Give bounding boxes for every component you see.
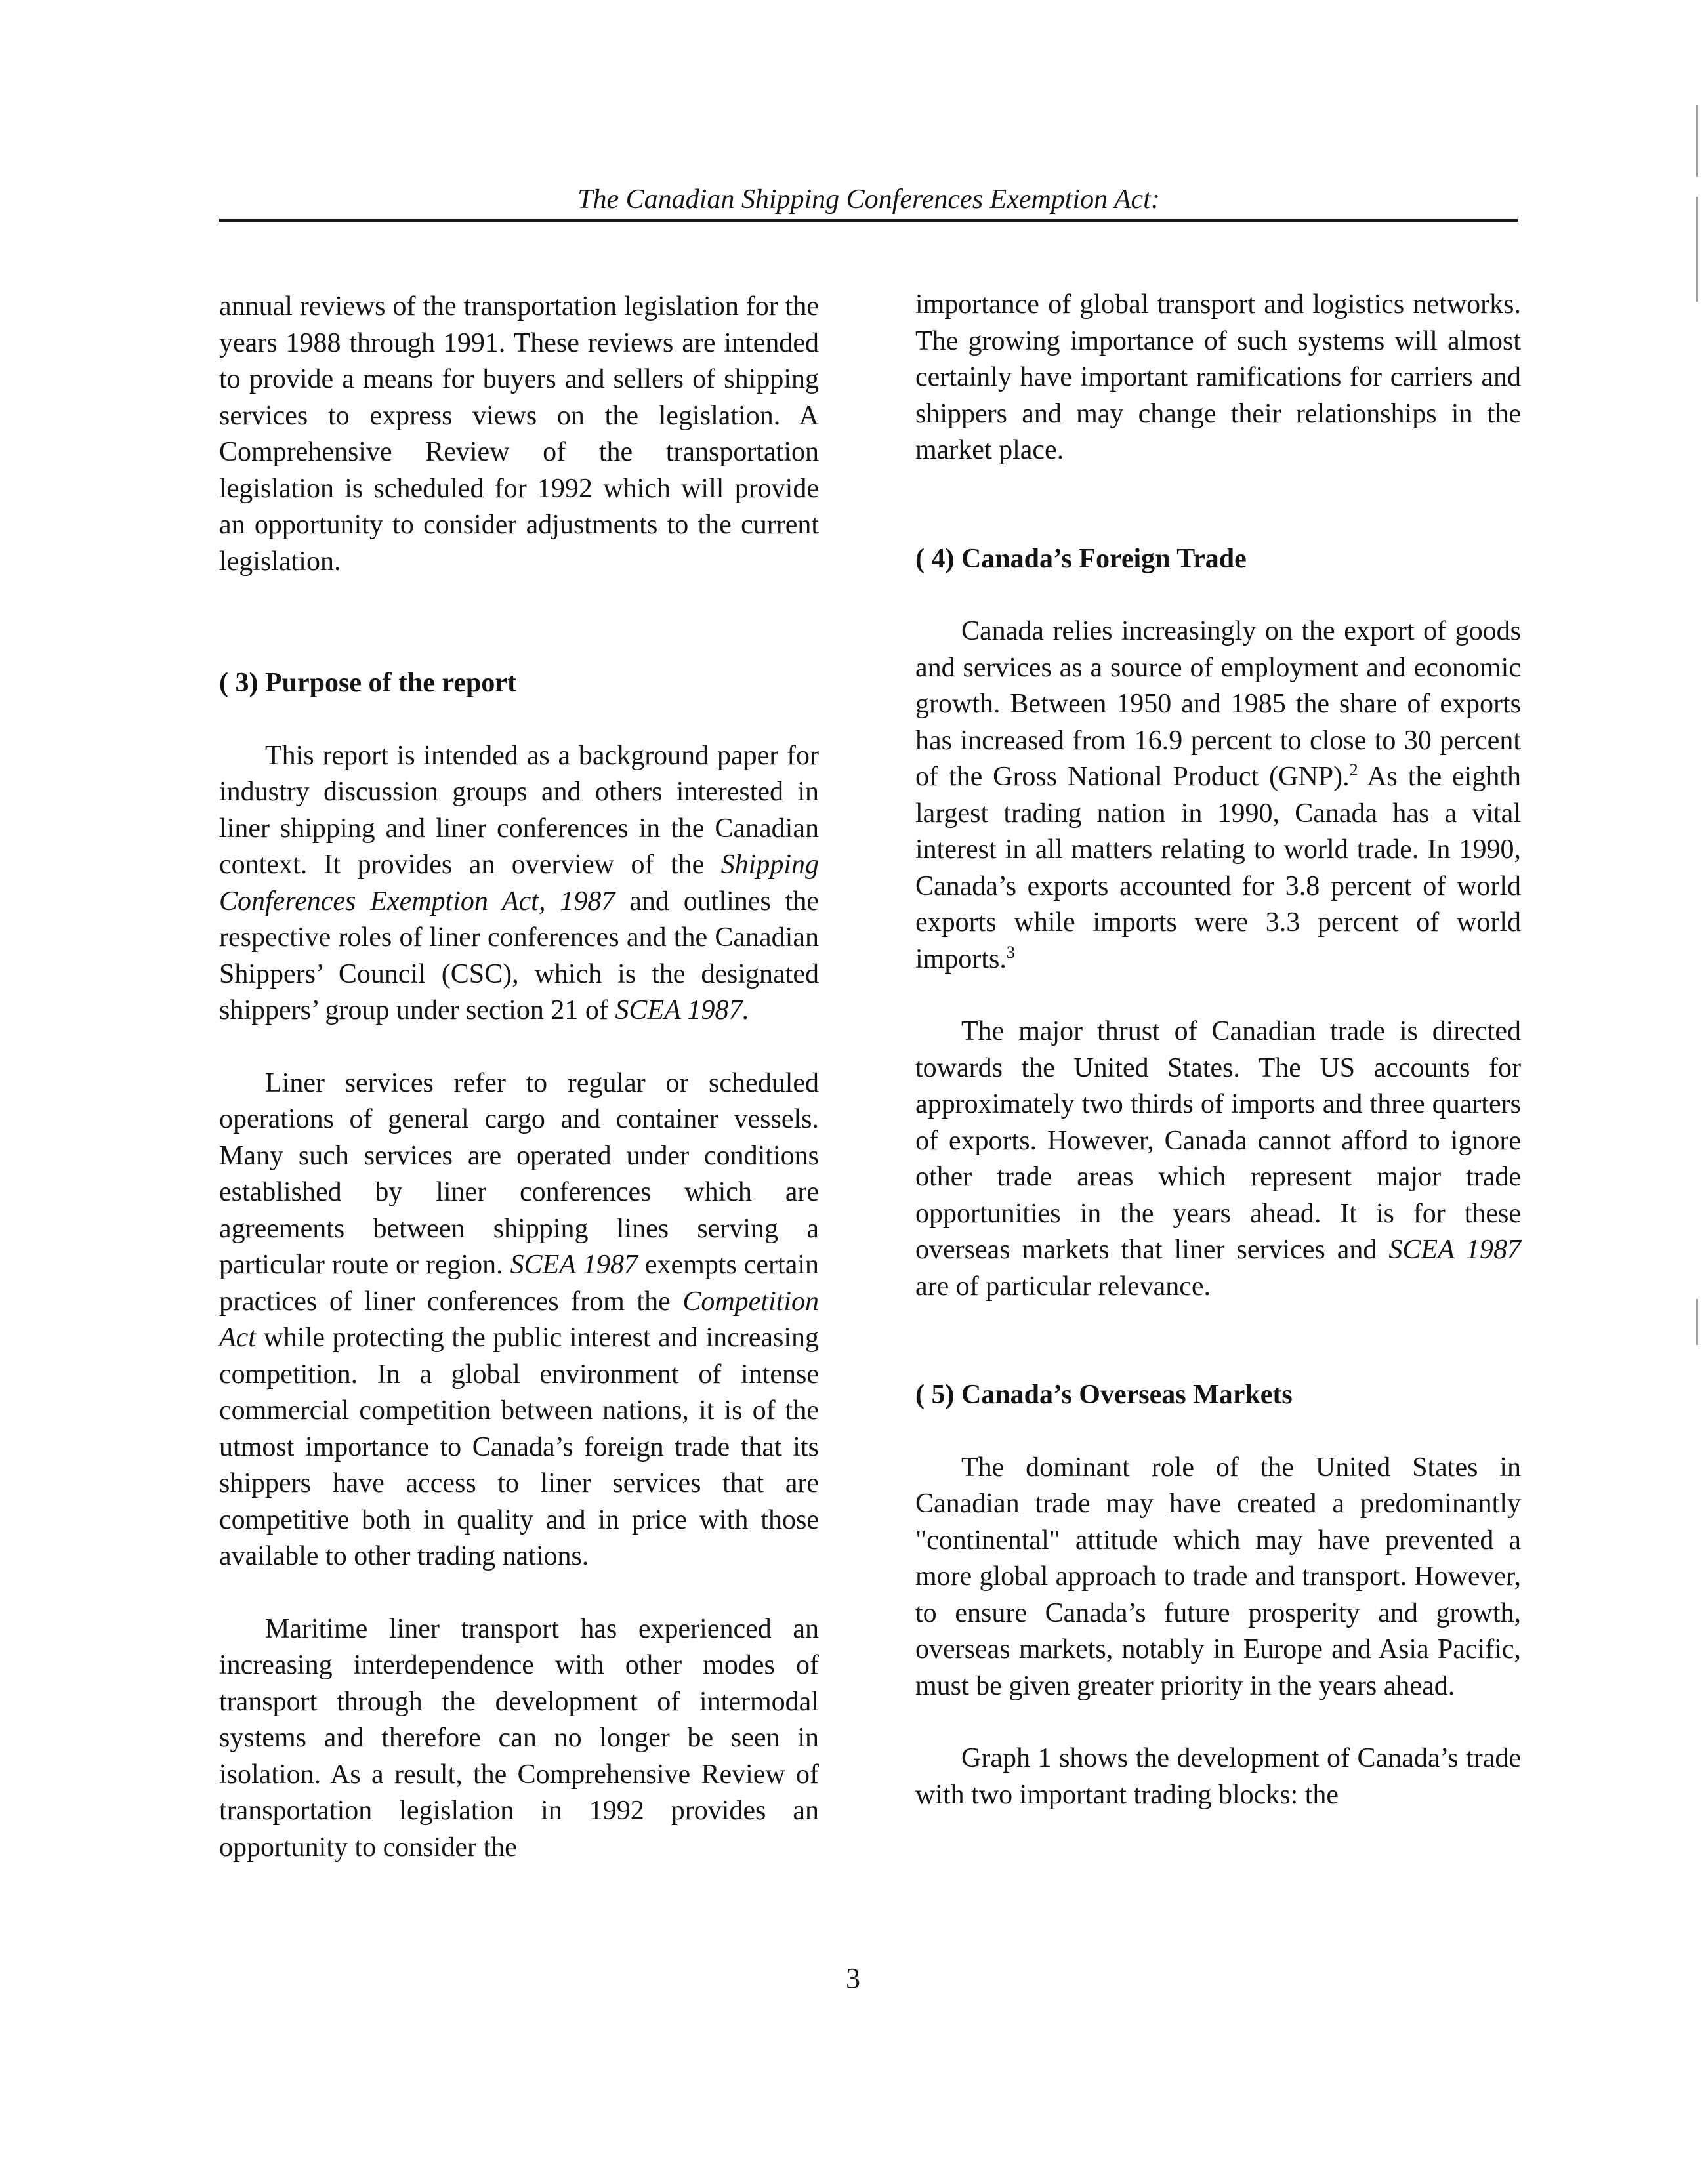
right-column [915,287,1521,1813]
italic-scea: SCEA 1987 [510,1250,638,1280]
header-rule [219,219,1518,222]
paragraph-overseas: The dominant role of the United States in Canadian trade may have created a predominantly "continental" attitude which may have prevented a more global approach to trade and transport. However, to ensure Canada’s future prosperity and growth, overseas markets, notably in Europe and Asia Pacific, must be given greater priority in the years ahead. [915,1452,1521,1701]
text-run: exempts certain practices of liner conferences from the [219,1250,820,1317]
text-run: are of particular relevance. [915,1271,1211,1302]
footnote-marker: 3 [1006,942,1015,962]
paragraph-us-trade [915,1014,1521,1305]
paragraph-reviews: annual reviews of the transportation legislation for the years 1988 through 1991. These reviews are intended to provide a means for buyers and sellers of shipping services to express views on the legislation. A Comprehensive Review of the transportation legislation is scheduled for 1992 which will provide an opportunity to consider adjustments to the current legislation. [219,291,819,577]
text-run: This report is intended as a background paper for industry discussion groups and others interested in liner shipping and liner conferences in the Canadian context. It provides an overview of the [219,740,819,880]
italic-act-title: Shipping Conferences Exemption Act, 1987 [219,850,819,917]
running-header: The Canadian Shipping Conferences Exemption Act: [577,184,1160,215]
section-heading-foreign-trade: ( 4) Canada’s Foreign Trade [915,543,1247,574]
text-run: Liner services refer to regular or scheduled operations of general cargo and container vessels. Many such services are operated under conditions established by liner conferences which are agreements between shipping lines serving a particular route or region. [219,1067,819,1280]
text-run: Canada relies increasingly on the export of goods and services as a source of employment and economic growth. Between 1950 and 1985 the share of exports has increased from 16.9 percent to close to 30 percent of the Gross National Product (GNP). [915,616,1521,792]
text-run: The major thrust of Canadian trade is directed towards the United States. The US accounts for approximately two thirds of imports and three quarters of exports. However, Canada cannot afford to ignore other trade areas which represent major trade opportunities in the years ahead. It is for these overseas markets that liner services and [915,1016,1521,1265]
paragraph-liner-services [219,1065,819,1575]
paragraph-graph-intro: Graph 1 shows the development of Canada’s trade with two important trading blocks: the [915,1743,1521,1810]
section-heading-purpose: ( 3) Purpose of the report [219,668,516,698]
section-heading-overseas-markets: ( 5) Canada’s Overseas Markets [915,1380,1293,1410]
italic-scea: SCEA 1987 [1388,1235,1521,1265]
page-number: 3 [846,1962,860,1994]
paragraph-maritime-transport: Maritime liner transport has experienced an increasing interdependence with other modes of transport through the development of intermodal systems and therefore can no longer be seen in isolation. As a result, the Comprehensive Review of transportation legislation in 1992 provides an opportunity to consider the [219,1613,819,1863]
footnote-marker: 2 [1349,760,1358,779]
text-run: while protecting the public interest and increasing competition. In a global environment of intense commercial competition between nations, it is of the utmost importance to Canada’s foreign trade that its shippers have access to liner services that are competitive both in quality and in price with those available to other trading nations. [219,1323,819,1571]
left-column [219,289,819,1866]
paragraph-purpose [219,738,819,1029]
text-run: and outlines the respective roles of liner conferences and the Canadian Shippers’ Council (CSC), which is the designated shippers’ group under section 21 of [219,886,819,1025]
italic-competition-act: Competition Act [219,1286,819,1353]
scan-edge-mark [1696,1299,1698,1345]
paragraph-logistics: importance of global transport and logistics networks. The growing importance of such systems will almost certainly have important ramifications for carriers and shippers and may change their relationships in the market place. [915,289,1521,465]
scan-edge-mark [1696,197,1698,302]
scan-edge-mark [1696,105,1698,177]
text-run: As the eighth largest trading nation in 1990, Canada has a vital interest in all matters relating to world trade. In 1990, Canada’s exports accounted for 3.8 percent of world exports while imports were 3.3 percent of world imports. [915,762,1521,974]
italic-scea: SCEA 1987. [615,995,749,1025]
paragraph-exports [915,613,1521,978]
